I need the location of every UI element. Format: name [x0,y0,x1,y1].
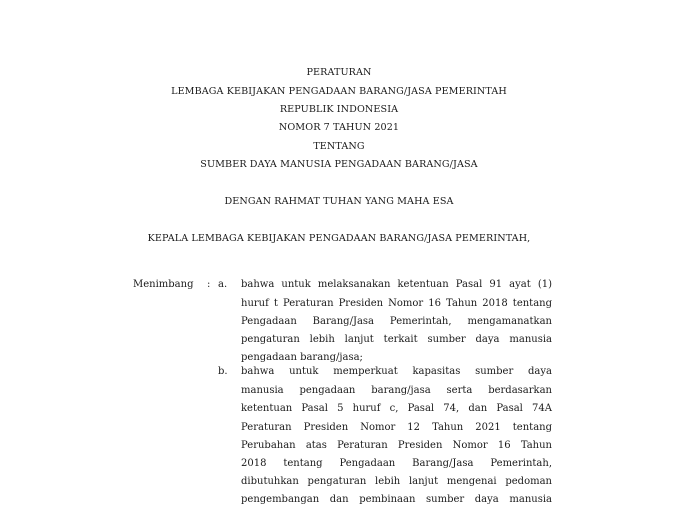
item-b-line: Perubahan atas Peraturan Presiden Nomor 16 Tahun [241,440,552,451]
item-a-line: bahwa untuk melaksanakan ketentuan Pasal 91 ayat (1) [241,279,552,290]
menimbang-colon: : [207,279,211,290]
item-a-line: huruf t Peraturan Presiden Nomor 16 Tahun 2018 tentang [241,298,552,309]
title-institution: LEMBAGA KEBIJAKAN PENGADAAN BARANG/JASA PEMERINTAH [171,86,507,97]
menimbang-label: Menimbang [133,279,194,290]
item-b-line: manusia pengadaan barang/jasa serta berdasarkan [241,385,552,396]
preamble: DENGAN RAHMAT TUHAN YANG MAHA ESA [224,196,454,207]
item-letter-b: b. [218,366,228,377]
title-country: REPUBLIK INDONESIA [279,104,399,115]
title-number: NOMOR 7 TAHUN 2021 [278,122,400,133]
issuer: KEPALA LEMBAGA KEBIJAKAN PENGADAAN BARANG/JASA PEMERINTAH, [147,233,531,244]
item-a-line: pengadaan barang/jasa; [241,352,363,363]
title-subject: SUMBER DAYA MANUSIA PENGADAAN BARANG/JASA [200,159,478,170]
item-a-line: pengaturan lebih lanjut terkait sumber daya manusia [241,334,552,345]
title-peraturan: PERATURAN [306,67,372,78]
item-b-line: 2018 tentang Pengadaan Barang/Jasa Pemerintah, [241,458,552,469]
item-b-line: pengembangan dan pembinaan sumber daya manusia [241,494,552,505]
item-b-line: dibutuhkan pengaturan lebih lanjut mengenai pedoman [241,476,552,487]
title-tentang: TENTANG [313,141,365,152]
item-b-line: Peraturan Presiden Nomor 12 Tahun 2021 tentang [241,422,552,433]
item-letter-a: a. [218,279,228,290]
item-b-line: bahwa untuk memperkuat kapasitas sumber daya [241,366,552,377]
item-a-line: Pengadaan Barang/Jasa Pemerintah, mengamanatkan [241,316,552,327]
item-b-line: ketentuan Pasal 5 huruf c, Pasal 74, dan Pasal 74A [241,403,552,414]
